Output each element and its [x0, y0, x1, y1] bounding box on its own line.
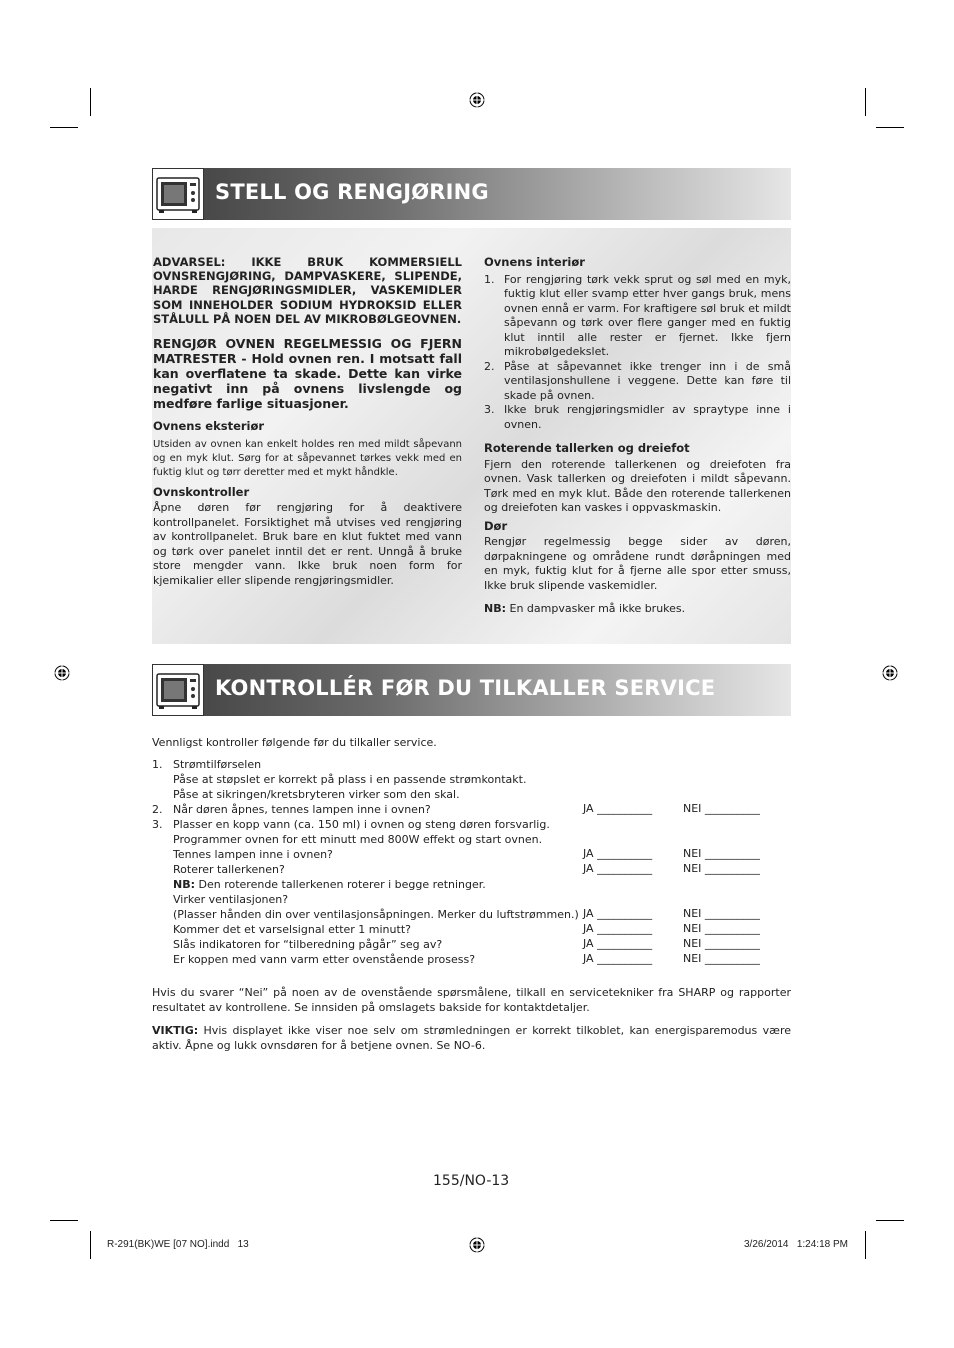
nei-answer-field: NEI __________	[683, 847, 760, 860]
right-column	[484, 255, 791, 617]
checklist-row: Roterer tallerkenen?	[173, 863, 285, 876]
microwave-icon	[152, 664, 204, 716]
nei-answer-field: NEI __________	[683, 907, 760, 920]
ja-answer-field: JA __________	[583, 862, 653, 875]
controls-heading: Ovnskontroller	[153, 484, 250, 499]
crop-mark	[865, 88, 866, 116]
registration-mark-icon	[469, 1237, 485, 1253]
crop-mark	[50, 1220, 78, 1221]
checklist-row: NB: Den roterende tallerkenen roterer i begge retninger.	[173, 878, 486, 891]
checklist-row: Påse at støpslet er korrekt på plass i en passende strømkontakt.	[173, 773, 527, 786]
crop-mark	[876, 1220, 904, 1221]
nei-answer-field: NEI __________	[683, 862, 760, 875]
checklist-row: Programmer ovnen for ett minutt med 800W effekt og start ovnen.	[173, 833, 543, 846]
checklist-row: 1. Strømtilførselen	[152, 758, 262, 771]
checklist-row: 2. Når døren åpnes, tennes lampen inne i ovnen?	[152, 803, 431, 816]
nb-note: NB: En dampvasker må ikke brukes.	[484, 602, 686, 615]
crop-mark	[865, 1231, 866, 1259]
important-note: VIKTIG: Hvis displayet ikke viser noe selv om strømledningen er korrekt tilkoblet, kan energisparemodus være aktiv. Åpne og lukk ovnsdøren for å betjene ovnen. Se NO-6.	[152, 1024, 791, 1052]
regular-cleaning-text: RENGJØR OVNEN REGELMESSIG OG FJERN MATRESTER - Hold ovnen ren. I motsatt fall kan overflatene ta skade. Dette kan virke negativt inn på ovnens livslengde og medføre farlige situasjoner.	[153, 336, 462, 412]
ja-answer-field: JA __________	[583, 952, 653, 965]
exterior-heading: Ovnens eksteriør	[153, 419, 265, 434]
section-banner-service	[152, 664, 791, 716]
list-item: 1. For rengjøring tørk vekk sprut og søl med en myk, fuktig klut eller svamp etter hver gangs bruk, mens ovnen ennå er varm. For kraftigere søl bruk et mildt såpevann og tørk over flere ganger med en fuktig klut inntil alle rester er fjernet. Ikke fjern mikrobølgedekslet.	[484, 272, 791, 358]
nei-answer-field: NEI __________	[683, 952, 760, 965]
checklist-row: Kommer det et varselsignal etter 1 minutt?	[173, 923, 411, 936]
checklist-row: Virker ventilasjonen?	[173, 893, 289, 906]
left-column	[153, 255, 462, 588]
ja-answer-field: JA __________	[583, 907, 653, 920]
checklist-row: Påse at sikringen/kretsbryteren virker som den skal.	[173, 788, 460, 801]
crop-mark	[876, 127, 904, 128]
section-title: KONTROLLÉR FØR DU TILKALLER SERVICE	[215, 676, 716, 700]
ja-answer-field: JA __________	[583, 937, 653, 950]
nei-answer-field: NEI __________	[683, 802, 760, 815]
interior-list	[484, 273, 791, 433]
file-name: R-291(BK)WE [07 NO].indd 13	[107, 1239, 249, 1250]
crop-mark	[50, 127, 78, 128]
section-title: STELL OG RENGJØRING	[215, 180, 489, 204]
ja-answer-field: JA __________	[583, 847, 653, 860]
checklist-row: Tennes lampen inne i ovnen?	[173, 848, 333, 861]
turntable-text: Fjern den roterende tallerkenen og dreiefoten fra ovnen. Vask tallerken og dreiefoten i mildt såpevann. Tørk med en myk klut. Både den roterende tallerkenen og dreiefoten kan vaskes i oppvaskmaskin.	[484, 457, 791, 514]
door-heading: Dør	[484, 518, 508, 533]
nei-answer-field: NEI __________	[683, 937, 760, 950]
interior-heading: Ovnens interiør	[484, 255, 585, 269]
list-item: 2. Påse at såpevannet ikke trenger inn i de små ventilasjonshullene i veggene. Dette kan føre til skade på ovnen.	[484, 359, 791, 402]
registration-mark-icon	[882, 665, 898, 681]
page-number: 155/NO-13	[433, 1173, 510, 1189]
service-outro: Hvis du svarer “Nei” på noen av de ovenstående spørsmålene, tilkall en servicetekniker fra SHARP og rapporter resultatet av kontrollene. Se innsiden på omslagets bakside for kontaktdetaljer.	[152, 986, 791, 1014]
nei-answer-field: NEI __________	[683, 922, 760, 935]
crop-mark	[90, 1231, 91, 1259]
ja-answer-field: JA __________	[583, 922, 653, 935]
list-item: 3. Ikke bruk rengjøringsmidler av spraytype inne i ovnen.	[484, 403, 791, 431]
warning-text: ADVARSEL: IKKE BRUK KOMMERSIELL OVNSRENGJØRING, DAMPVASKERE, SLIPENDE, HARDE RENGJØRINGSMIDLER, VASKEMIDLER SOM INNEHOLDER SODIUM HYDROKSID ELLER STÅLULL PÅ NOEN DEL AV MIKROBØLGEOVNEN.	[153, 255, 462, 326]
service-intro: Vennligst kontroller følgende før du tilkaller service.	[152, 736, 437, 749]
controls-text: Åpne døren før rengjøring for å deaktivere kontrollpanelet. Forsiktighet må utvises ved rengjøring av kontrollpanelet. Bruk bare en klut fuktet med vann og tørk over panelet inntil det er rent. Unngå å bruke store mengder vann. Ikke bruk noen form for kjemikalier eller slipende rengjøringsmidler.	[153, 501, 462, 587]
microwave-icon	[152, 168, 204, 220]
ja-answer-field: JA __________	[583, 802, 653, 815]
crop-mark	[90, 88, 91, 116]
door-text: Rengjør regelmessig begge sider av døren, dørpakningene og områdene rundt døråpningen med en myk, fuktig klut for å fjerne alle spor etter smuss, Ikke bruk slipende vaskemidler.	[484, 535, 791, 592]
registration-mark-icon	[54, 665, 70, 681]
checklist-row: 3. Plasser en kopp vann (ca. 150 ml) i ovnen og steng døren forsvarlig.	[152, 818, 550, 831]
turntable-heading: Roterende tallerken og dreiefot	[484, 441, 690, 455]
print-date: 3/26/2014 1:24:18 PM	[744, 1239, 848, 1250]
exterior-text: Utsiden av ovnen kan enkelt holdes ren med mildt såpevann og en myk klut. Sørg for at såpevannet tørkes vekk med en fuktig klut og tørr deretter med et mykt håndkle.	[153, 438, 462, 478]
checklist-row: Er koppen med vann varm etter ovenstående prosess?	[173, 953, 476, 966]
checklist-row: Slås indikatoren for “tilberedning pågår” seg av?	[173, 938, 443, 951]
checklist-row: (Plasser hånden din over ventilasjonsåpningen. Merker du luftstrømmen.)	[173, 908, 579, 921]
section-banner-care	[152, 168, 791, 220]
registration-mark-icon	[469, 92, 485, 108]
